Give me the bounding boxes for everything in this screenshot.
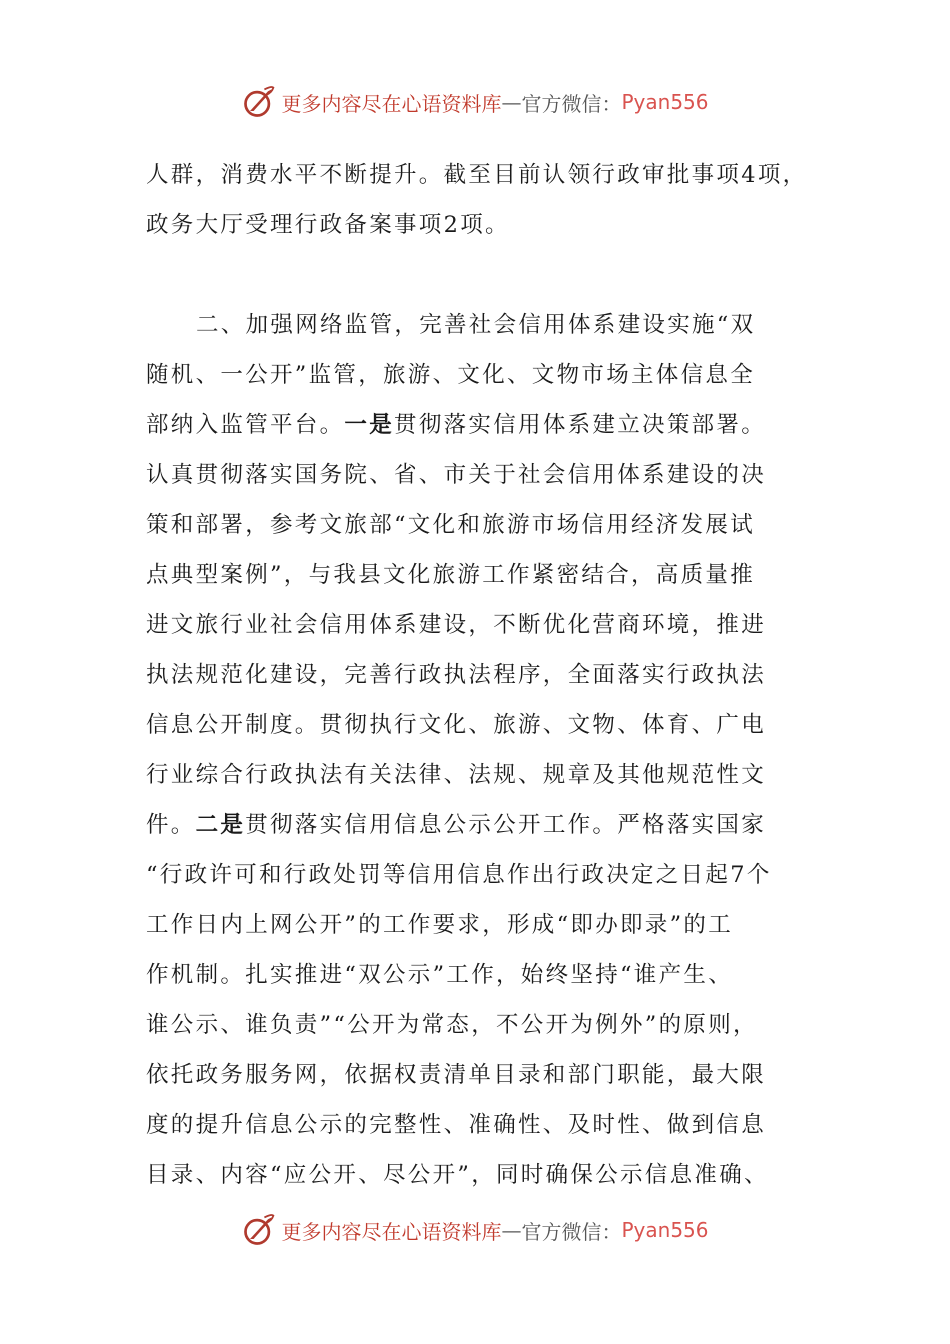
banner-wechat-id: Pyan556 [621, 90, 709, 114]
text-line: 度的提升信息公示的完整性、准确性、及时性、做到信息 [146, 1112, 767, 1138]
banner-dash: — [501, 90, 522, 114]
text-line [146, 400, 826, 450]
document-body [146, 150, 826, 1200]
text-line: 谁公示、谁负责”“公开为常态，不公开为例外”的原则， [146, 1012, 758, 1038]
text-line: 作机制。扎实推进“双公示”工作，始终坚持“谁产生、 [146, 962, 734, 988]
text-line: 政务大厅受理行政备案事项2项。 [146, 212, 510, 238]
text-line [146, 800, 826, 850]
bold-marker: 二是 [195, 812, 246, 838]
banner-dash: — [501, 1218, 522, 1242]
quill-logo-icon [241, 84, 277, 120]
header-banner [0, 82, 950, 122]
banner-wechat-label: 官方微信： [521, 91, 622, 116]
text-line: 人群，消费水平不断提升。截至目前认领行政审批事项4项， [146, 162, 808, 188]
text-run: 部纳入监管平台。 [146, 412, 345, 438]
text-line: 工作日内上网公开”的工作要求，形成“即办即录”的工 [146, 912, 734, 938]
text-line: 信息公开制度。贯彻执行文化、旅游、文物、体育、广电 [146, 712, 767, 738]
bold-marker: 一是 [344, 412, 395, 438]
text-line: 随机、一公开”监管，旅游、文化、文物市场主体信息全 [146, 362, 756, 388]
footer-banner [0, 1210, 950, 1250]
text-line: 进文旅行业社会信用体系建设，不断优化营商环境，推进 [146, 612, 767, 638]
quill-logo-icon [241, 1212, 277, 1248]
text-line: 点典型案例”，与我县文化旅游工作紧密结合，高质量推 [146, 562, 756, 588]
text-line: 策和部署，参考文旅部“文化和旅游市场信用经济发展试 [146, 512, 756, 538]
text-run: 贯彻落实信用体系建立决策部署。 [394, 412, 767, 438]
text-line: 行业综合行政执法有关法律、法规、规章及其他规范性文 [146, 762, 767, 788]
text-line: 执法规范化建设，完善行政执法程序，全面落实行政执法 [146, 662, 767, 688]
banner-wechat-label: 官方微信： [521, 1219, 622, 1244]
banner-site-text: 更多内容尽在心语资料库 [281, 91, 502, 116]
text-line: “行政许可和行政处罚等信用信息作出行政决定之日起7个 [146, 862, 772, 888]
text-run: 件。 [146, 812, 196, 838]
text-line: 依托政务服务网，依据权责清单目录和部门职能，最大限 [146, 1062, 767, 1088]
text-run: 贯彻落实信用信息公示公开工作。严格落实国家 [245, 812, 767, 838]
banner-site-text: 更多内容尽在心语资料库 [281, 1219, 502, 1244]
banner-wechat-id: Pyan556 [621, 1218, 709, 1242]
text-line: 认真贯彻落实国务院、省、市关于社会信用体系建设的决 [146, 462, 767, 488]
text-line: 二、加强网络监管，完善社会信用体系建设实施“双 [196, 312, 756, 338]
text-line: 目录、内容“应公开、尽公开”，同时确保公示信息准确、 [146, 1162, 769, 1188]
